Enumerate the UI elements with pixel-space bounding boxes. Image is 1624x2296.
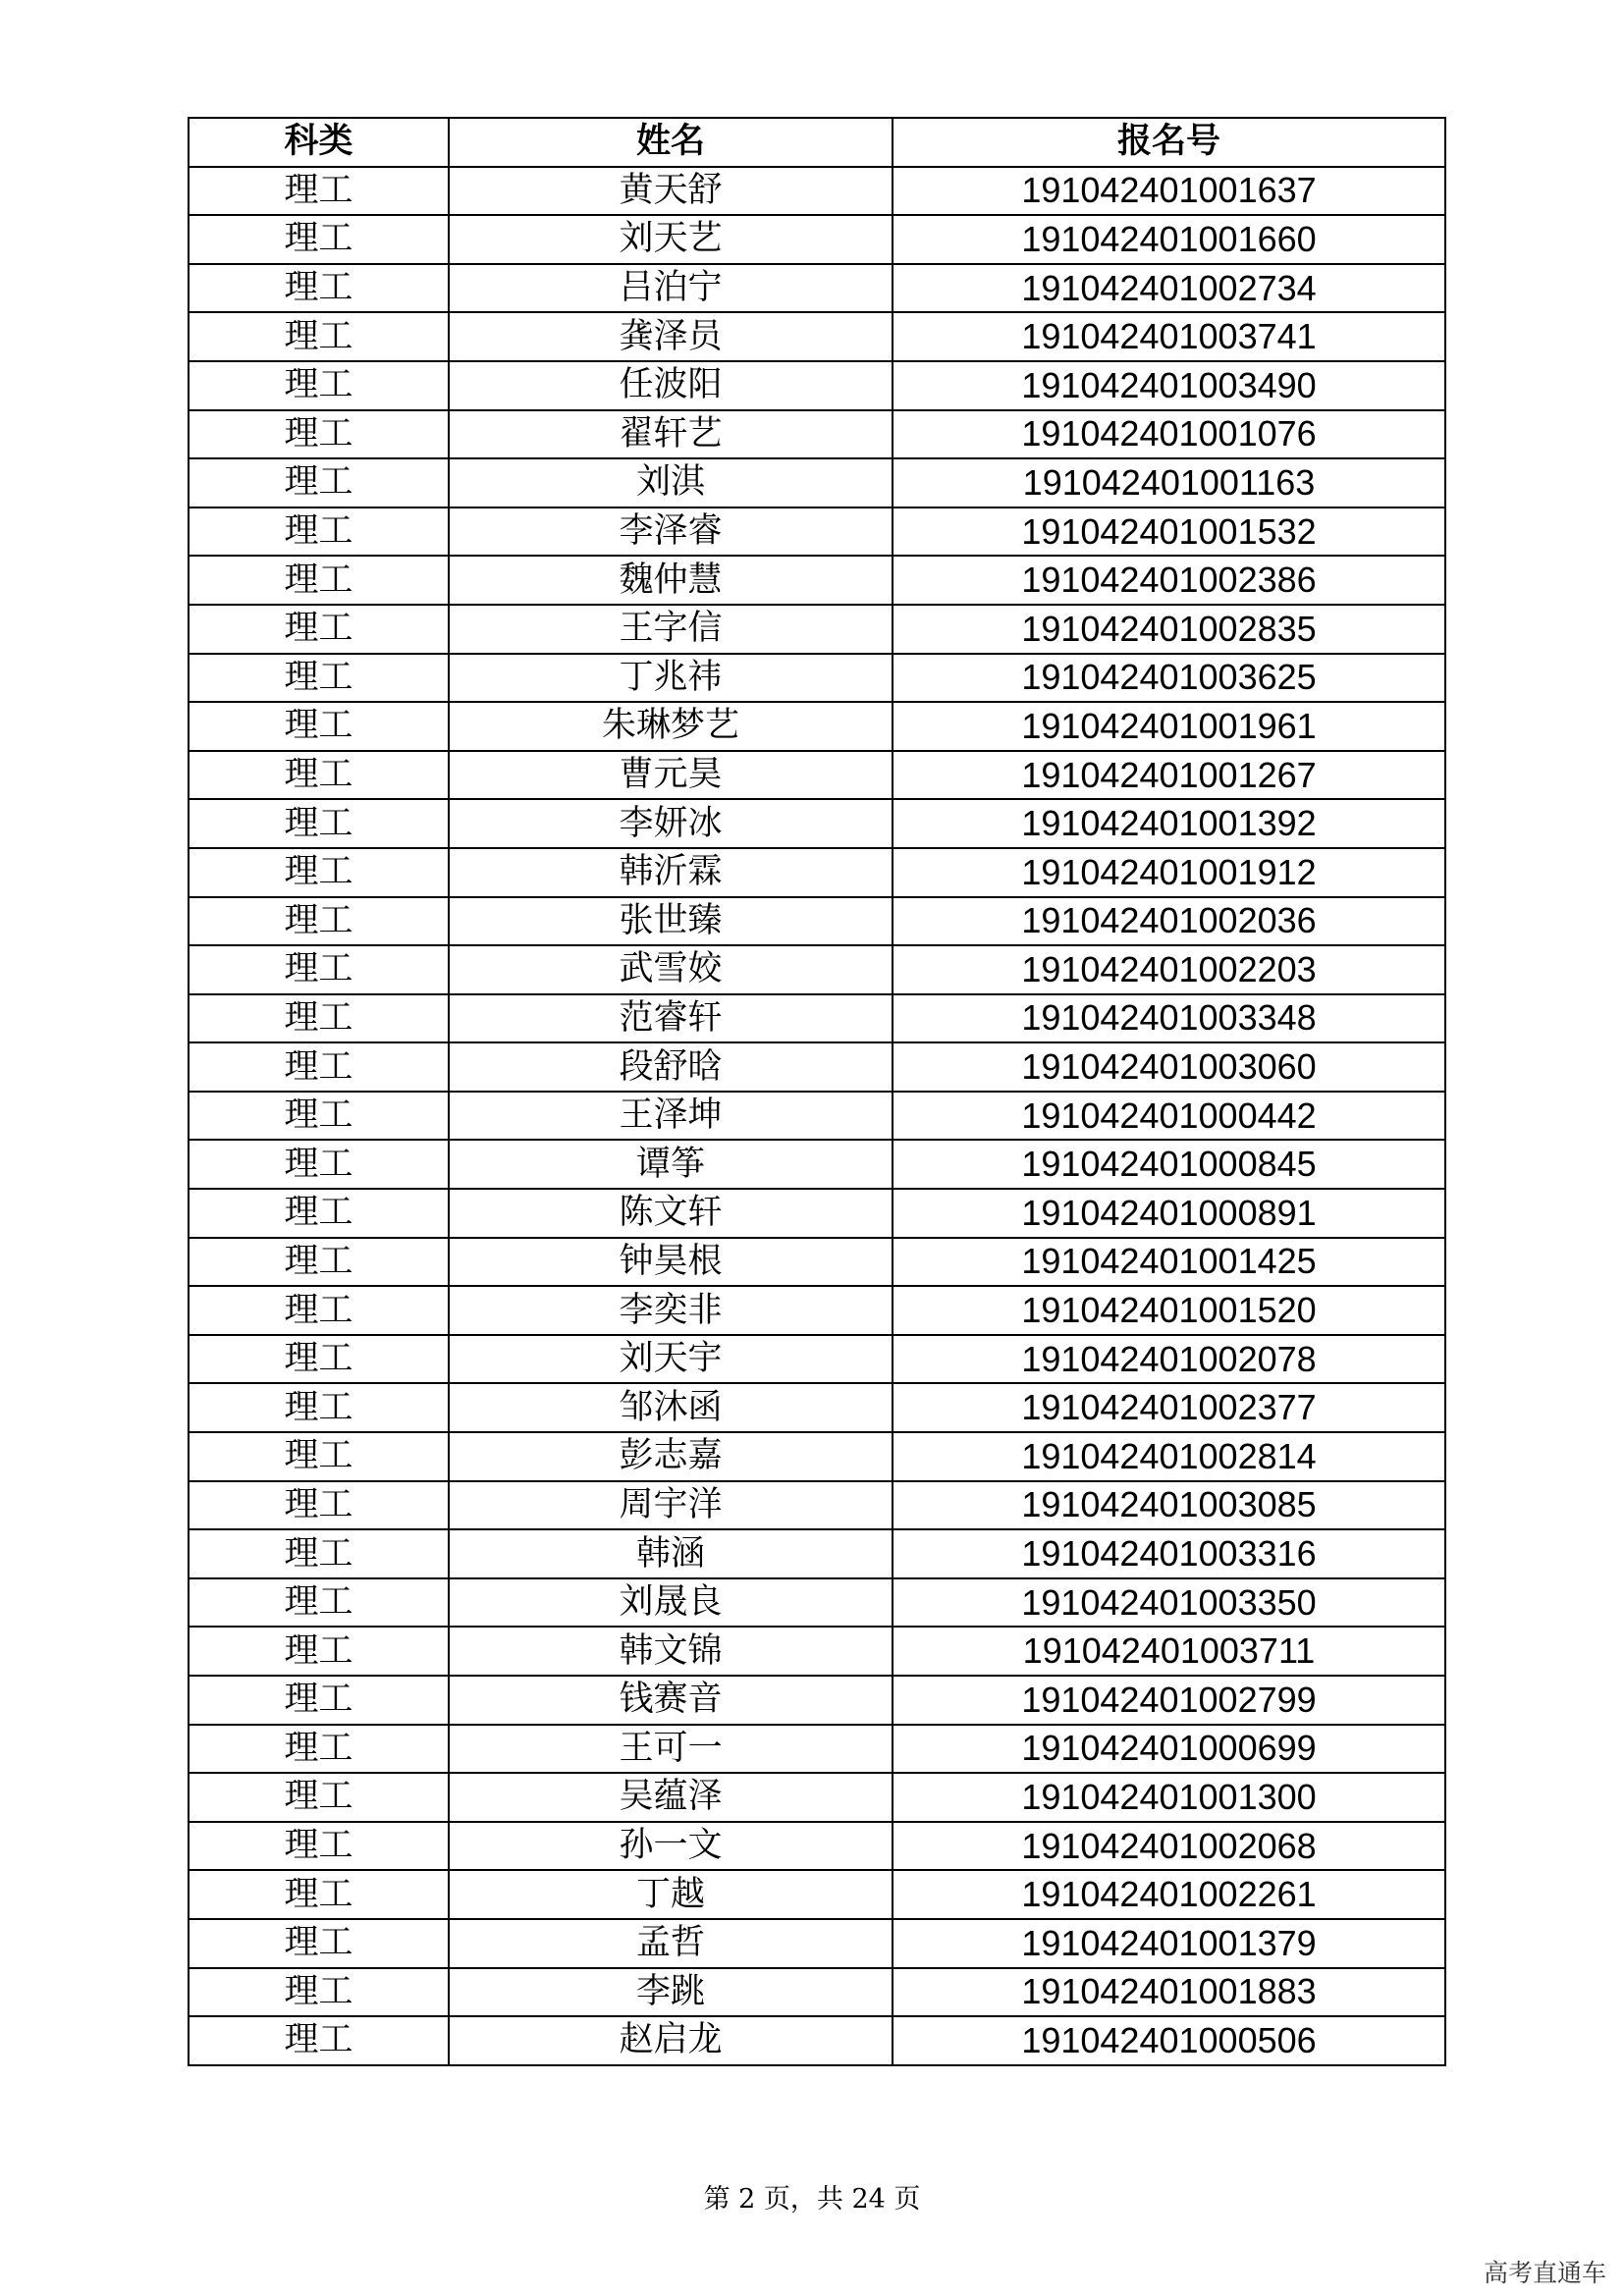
table-row [189,215,1445,264]
cell-subject-category: 理工 [189,556,449,605]
cell-name: 王可一 [449,1725,893,1774]
header-registration-number: 报名号 [893,118,1445,167]
cell-name: 王字信 [449,605,893,654]
cell-registration-number: 191042401002068 [893,1822,1445,1871]
table-row [189,167,1445,216]
cell-registration-number: 191042401003316 [893,1529,1445,1578]
cell-name: 刘淇 [449,458,893,507]
table-row [189,654,1445,703]
cell-subject-category: 理工 [189,312,449,361]
cell-name: 曹元昊 [449,751,893,800]
cell-name: 周宇洋 [449,1481,893,1530]
cell-subject-category: 理工 [189,1140,449,1189]
table-row [189,1676,1445,1725]
cell-subject-category: 理工 [189,1578,449,1628]
cell-registration-number: 191042401000845 [893,1140,1445,1189]
cell-name: 赵启龙 [449,2016,893,2065]
cell-registration-number: 191042401002203 [893,945,1445,994]
cell-registration-number: 191042401001163 [893,458,1445,507]
cell-registration-number: 191042401003490 [893,361,1445,410]
cell-subject-category: 理工 [189,1676,449,1725]
cell-name: 丁兆祎 [449,654,893,703]
cell-name: 韩文锦 [449,1627,893,1676]
cell-subject-category: 理工 [189,167,449,216]
table-row [189,556,1445,605]
cell-registration-number: 191042401000442 [893,1092,1445,1141]
cell-name: 孙一文 [449,1822,893,1871]
cell-name: 任波阳 [449,361,893,410]
table-row [189,1432,1445,1481]
table-row [189,1238,1445,1287]
table-row [189,1335,1445,1384]
cell-name: 李妍冰 [449,799,893,848]
cell-registration-number: 191042401003060 [893,1042,1445,1092]
cell-name: 钟昊根 [449,1238,893,1287]
cell-name: 丁越 [449,1870,893,1919]
cell-registration-number: 191042401001076 [893,410,1445,459]
watermark-text: 高考直通车 [1483,2259,1606,2287]
table-row [189,312,1445,361]
cell-subject-category: 理工 [189,361,449,410]
table-row [189,1968,1445,2017]
table-row [189,1286,1445,1335]
cell-name: 孟哲 [449,1919,893,1968]
cell-registration-number: 191042401001425 [893,1238,1445,1287]
cell-registration-number: 191042401002078 [893,1335,1445,1384]
table-row [189,507,1445,557]
cell-subject-category: 理工 [189,1335,449,1384]
cell-subject-category: 理工 [189,1383,449,1432]
cell-subject-category: 理工 [189,410,449,459]
table-row [189,1725,1445,1774]
cell-subject-category: 理工 [189,799,449,848]
cell-registration-number: 191042401000506 [893,2016,1445,2065]
table-row [189,848,1445,897]
table-row [189,1092,1445,1141]
cell-registration-number: 191042401002799 [893,1676,1445,1725]
cell-subject-category: 理工 [189,945,449,994]
cell-registration-number: 191042401001637 [893,167,1445,216]
cell-registration-number: 191042401003085 [893,1481,1445,1530]
table-row [189,1189,1445,1238]
cell-registration-number: 191042401001912 [893,848,1445,897]
cell-registration-number: 191042401000891 [893,1189,1445,1238]
cell-registration-number: 191042401002814 [893,1432,1445,1481]
cell-registration-number: 191042401003711 [893,1627,1445,1676]
cell-registration-number: 191042401001267 [893,751,1445,800]
cell-registration-number: 191042401001379 [893,1919,1445,1968]
cell-name: 朱琳梦艺 [449,702,893,751]
cell-name: 李奕非 [449,1286,893,1335]
table-body [189,167,1445,2065]
cell-subject-category: 理工 [189,458,449,507]
cell-subject-category: 理工 [189,1725,449,1774]
cell-subject-category: 理工 [189,1286,449,1335]
header-name: 姓名 [449,118,893,167]
cell-subject-category: 理工 [189,751,449,800]
table-row [189,458,1445,507]
table-row [189,361,1445,410]
cell-name: 刘晟良 [449,1578,893,1628]
cell-name: 谭筝 [449,1140,893,1189]
cell-registration-number: 191042401002377 [893,1383,1445,1432]
cell-registration-number: 191042401002734 [893,264,1445,313]
table-row [189,1773,1445,1822]
table-row [189,945,1445,994]
cell-name: 陈文轩 [449,1189,893,1238]
cell-subject-category: 理工 [189,1238,449,1287]
table-row [189,264,1445,313]
cell-subject-category: 理工 [189,1432,449,1481]
cell-registration-number: 191042401003625 [893,654,1445,703]
cell-subject-category: 理工 [189,215,449,264]
cell-name: 韩涵 [449,1529,893,1578]
table-row [189,410,1445,459]
cell-name: 韩沂霖 [449,848,893,897]
cell-registration-number: 191042401001961 [893,702,1445,751]
cell-name: 吴蕴泽 [449,1773,893,1822]
cell-subject-category: 理工 [189,702,449,751]
table-row [189,799,1445,848]
cell-registration-number: 191042401001392 [893,799,1445,848]
cell-registration-number: 191042401001883 [893,1968,1445,2017]
table-row [189,1481,1445,1530]
table-row [189,751,1445,800]
cell-registration-number: 191042401002835 [893,605,1445,654]
page-number: 第 2 页，共 24 页 [703,2184,921,2215]
cell-subject-category: 理工 [189,1919,449,1968]
cell-registration-number: 191042401003348 [893,994,1445,1043]
cell-name: 武雪姣 [449,945,893,994]
cell-registration-number: 191042401003350 [893,1578,1445,1628]
cell-name: 刘天艺 [449,215,893,264]
cell-name: 钱赛音 [449,1676,893,1725]
cell-subject-category: 理工 [189,848,449,897]
cell-subject-category: 理工 [189,2016,449,2065]
table-row [189,1870,1445,1919]
cell-subject-category: 理工 [189,507,449,557]
cell-registration-number: 191042401003741 [893,312,1445,361]
cell-subject-category: 理工 [189,605,449,654]
cell-subject-category: 理工 [189,994,449,1043]
cell-subject-category: 理工 [189,1773,449,1822]
cell-subject-category: 理工 [189,1870,449,1919]
cell-name: 李泽睿 [449,507,893,557]
cell-name: 王泽坤 [449,1092,893,1141]
cell-subject-category: 理工 [189,1042,449,1092]
header-subject-category: 科类 [189,118,449,167]
table-row [189,1140,1445,1189]
table-row [189,1919,1445,1968]
cell-name: 李跳 [449,1968,893,2017]
cell-name: 邹沐函 [449,1383,893,1432]
cell-name: 吕泊宁 [449,264,893,313]
cell-subject-category: 理工 [189,1822,449,1871]
cell-registration-number: 191042401002261 [893,1870,1445,1919]
table-row [189,1529,1445,1578]
table-row [189,1822,1445,1871]
cell-registration-number: 191042401000699 [893,1725,1445,1774]
cell-name: 张世臻 [449,897,893,946]
cell-registration-number: 191042401001532 [893,507,1445,557]
table-row [189,1627,1445,1676]
cell-registration-number: 191042401001520 [893,1286,1445,1335]
cell-subject-category: 理工 [189,264,449,313]
table-header-row [189,118,1445,167]
table-row [189,897,1445,946]
table-row [189,702,1445,751]
cell-registration-number: 191042401001300 [893,1773,1445,1822]
table-row [189,1578,1445,1628]
cell-subject-category: 理工 [189,1529,449,1578]
cell-subject-category: 理工 [189,1092,449,1141]
table-row [189,2016,1445,2065]
cell-name: 段舒晗 [449,1042,893,1092]
cell-subject-category: 理工 [189,897,449,946]
table-row [189,605,1445,654]
cell-subject-category: 理工 [189,1481,449,1530]
table-row [189,994,1445,1043]
cell-name: 黄天舒 [449,167,893,216]
cell-name: 范睿轩 [449,994,893,1043]
table-row [189,1042,1445,1092]
cell-name: 魏仲慧 [449,556,893,605]
cell-registration-number: 191042401001660 [893,215,1445,264]
cell-registration-number: 191042401002036 [893,897,1445,946]
cell-subject-category: 理工 [189,1627,449,1676]
cell-subject-category: 理工 [189,1189,449,1238]
cell-name: 彭志嘉 [449,1432,893,1481]
table-row [189,1383,1445,1432]
cell-name: 翟轩艺 [449,410,893,459]
cell-registration-number: 191042401002386 [893,556,1445,605]
cell-subject-category: 理工 [189,654,449,703]
cell-name: 刘天宇 [449,1335,893,1384]
admission-table [188,117,1446,2066]
cell-name: 龚泽员 [449,312,893,361]
cell-subject-category: 理工 [189,1968,449,2017]
